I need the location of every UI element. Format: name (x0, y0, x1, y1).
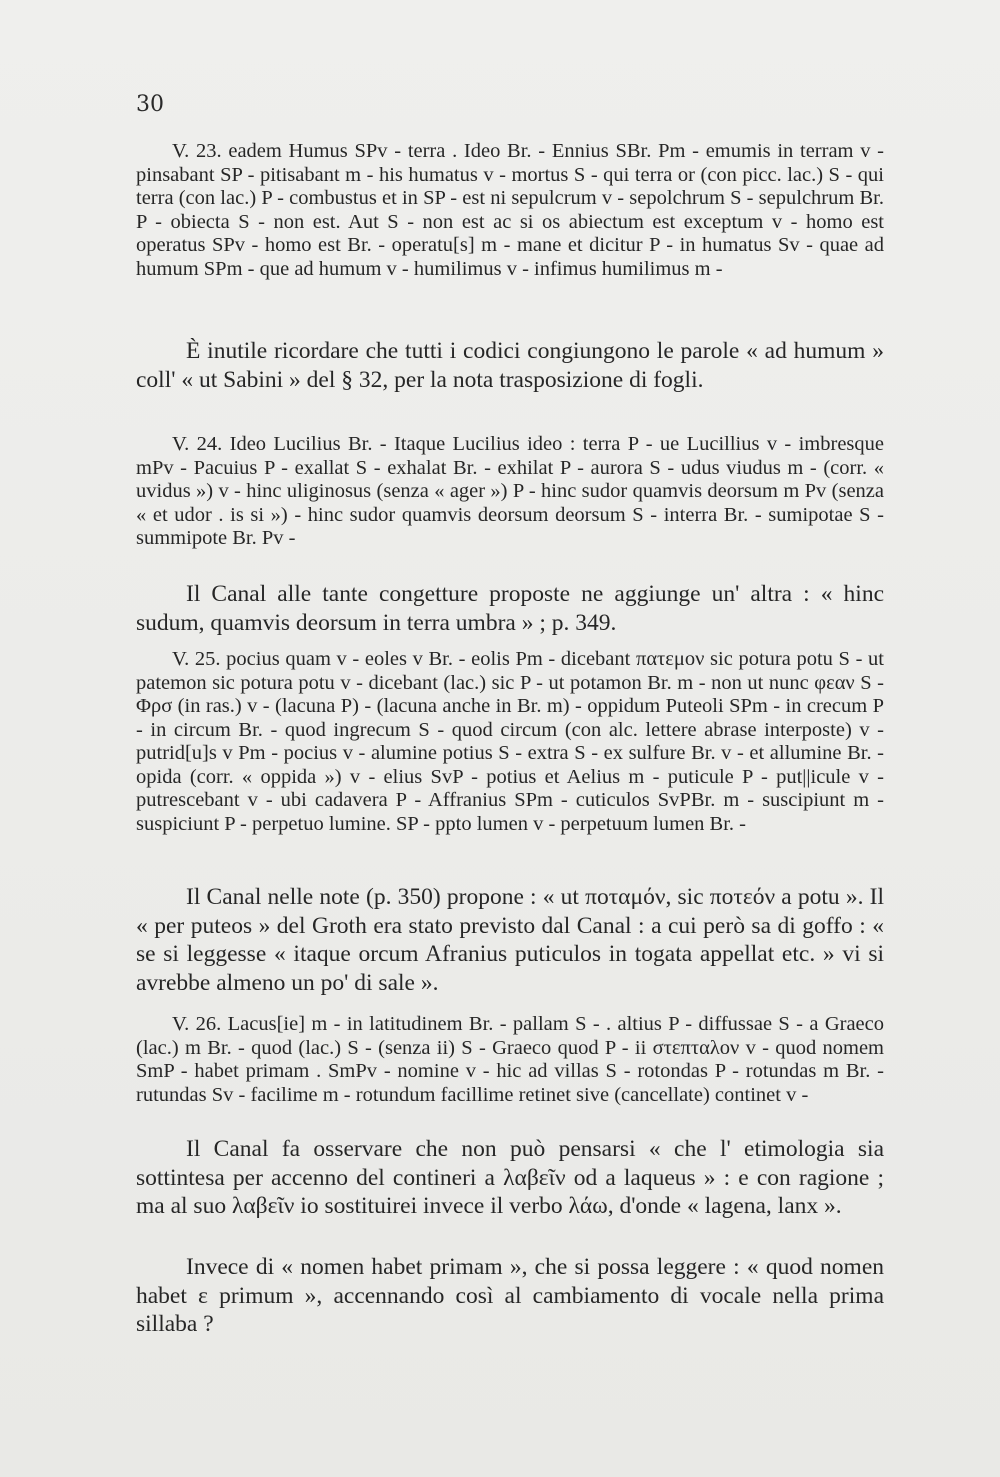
paragraph-text: Il Canal alle tante congetture proposte ne aggiunge un' altra : « hinc sudum, quamvis deorsum in terra umbra » ; p. 349. (136, 581, 884, 636)
paragraph-text: Il Canal nelle note (p. 350) propone : « ut ποταμόν, sic ποτεόν a potu ». Il « per puteos » del Groth era stato previsto dal Canal : a cui però sa di goffo : « se si leggesse « itaque orcum Afranius puticulos in togata appellat etc. » vi si avrebbe almeno un po' di sale ». (136, 884, 884, 996)
paragraph-text: Il Canal fa osservare che non può pensarsi « che l' etimologia sia sottintesa per accenno del contineri a λαβεῖν od a laqueus » : e con ragione ; ma al suo λαβεῖν io sostituirei invece il verbo λάω, d'onde « lagena, lanx ». (136, 1136, 884, 1219)
commentary-v26 (136, 1135, 884, 1221)
paragraph-text: V. 25. pocius quam v - eoles v Br. - eolis Pm - dicebant πατεμον sic potura potu S - ut patemon sic potura potu v - dicebant (lac.) sic P - ut potamon Br. m - non ut nunc φεαν S - Φρσ (in ras.) v - (lacuna P) - (lacuna anche in Br. m) - oppidum Puteoli SPm - in crecum P - in circum Br. - quod ingrecum S - quod circum (con alc. lettere abrase interposte) v - putrid[u]s v Pm - pocius v - alumine potius S - extra S - ex sulfure Br. v - et allumine Br. - opida (corr. « oppida ») v - elius SvP - potius et Aelius m - puticule P - put||icule v - putrescebant v - ubi cadavera P - Affranius SPm - cuticulos SvPBr. m - suscipiunt m - suspiciunt P - perpetuo lumine. SP - ppto lumen v - perpetuum lumen Br. - (136, 648, 884, 835)
commentary-final (136, 1253, 884, 1339)
apparatus-v25 (136, 648, 884, 836)
commentary-v25 (136, 883, 884, 997)
paragraph-text: È inutile ricordare che tutti i codici congiungono le parole « ad humum » coll' « ut Sabini » del § 32, per la nota trasposizione di fogli. (136, 338, 884, 393)
apparatus-v23 (136, 140, 884, 281)
paragraph-text: V. 23. eadem Humus SPv - terra . Ideo Br. - Ennius SBr. Pm - emumis in terram v - pinsabant SP - pitisabant m - his humatus v - mortus S - qui terra or (con picc. lac.) S - qui terra (con lac.) P - combustus et in SP - est ni sepulcrum v - sepolchrum S - sepulchrum Br. P - obiecta S - non est. Aut S - non est ac si os abiectum est exceptum v - homo est operatus SPv - homo est Br. - operatu[s] m - mane et dicitur P - in humatus Sv - quae ad humum SPm - que ad humum v - humilimus v - infimus humilimus m - (136, 140, 884, 280)
page-number: 30 (136, 92, 164, 117)
commentary-v24 (136, 580, 884, 637)
paragraph-text: Invece di « nomen habet primam », che si possa leggere : « quod nomen habet ε primum », accennando così al cambiamento di vocale nella prima sillaba ? (136, 1254, 884, 1337)
paragraph-text: V. 26. Lacus[ie] m - in latitudinem Br. - pallam S - . altius P - diffussae S - a Graeco (lac.) m Br. - quod (lac.) S - (senza ii) S - Graeco quod P - ii στεπταλον v - quod nomem SmP - habet primam . SmPv - nomine v - hic ad villas S - rotondas P - rotundas m Br. - rutundas Sv - facilime m - rotundum facillime retinet sive (cancellate) continet v - (136, 1013, 884, 1106)
apparatus-v24 (136, 433, 884, 551)
commentary-v23 (136, 337, 884, 394)
apparatus-v26 (136, 1013, 884, 1107)
paragraph-text: V. 24. Ideo Lucilius Br. - Itaque Lucilius ideo : terra P - ue Lucillius v - imbresque mPv - Pacuius P - exallat S - exhalat Br. - exhilat P - aurora S - udus viudus m - (corr. « uvidus ») v - hinc uliginosus (senza « ager ») P - hinc sudor quamvis deorsum m Pv (senza « et udor . is si ») - hinc sudor quamvis deorsum deorsum S - interra Br. - sumipotae S - summipote Br. Pv - (136, 433, 884, 549)
